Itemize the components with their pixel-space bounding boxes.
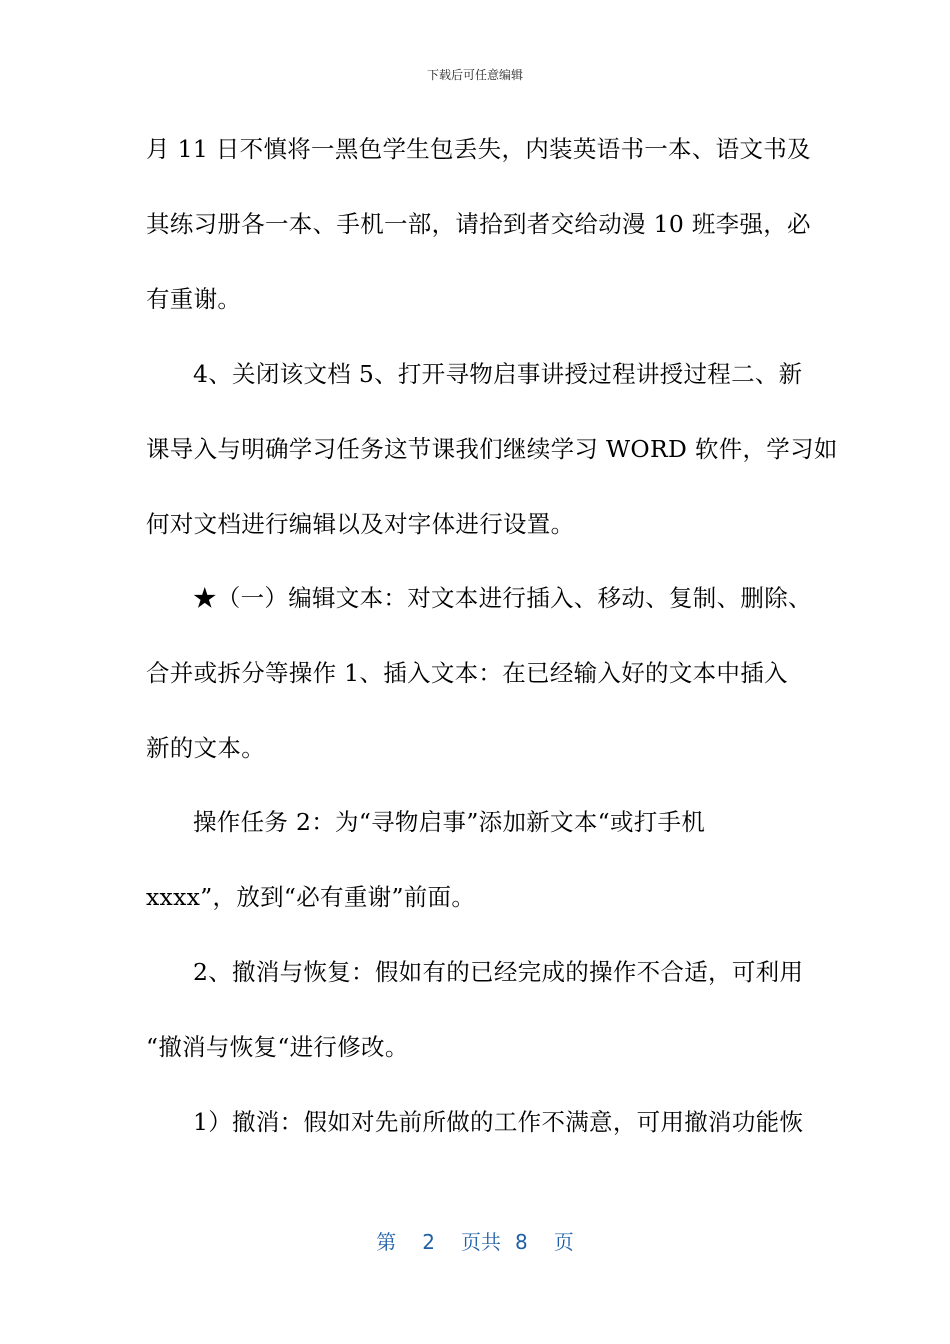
text-line: 其练习册各一本、手机一部，请拾到者交给动漫 10 班李强，必 bbox=[146, 210, 811, 238]
text-line: 课导入与明确学习任务这节课我们继续学习 WORD 软件，学习如 bbox=[146, 435, 838, 463]
text-line: 1）撤消：假如对先前所做的工作不满意，可用撤消功能恢 bbox=[193, 1108, 804, 1136]
text-line: 4、关闭该文档 5、打开寻物启事讲授过程讲授过程二、新 bbox=[193, 360, 803, 388]
current-page-number: 2 bbox=[422, 1230, 435, 1254]
text-line: 操作任务 2：为“寻物启事”添加新文本“或打手机 bbox=[193, 808, 706, 836]
footer-suffix: 页 bbox=[553, 1230, 574, 1254]
text-line: “撤消与恢复“进行修改。 bbox=[146, 1033, 409, 1061]
footer-prefix: 第 bbox=[376, 1230, 397, 1254]
text-line: 何对文档进行编辑以及对字体进行设置。 bbox=[146, 510, 575, 538]
text-line: 月 11 日不慎将一黑色学生包丢失，内装英语书一本、语文书及 bbox=[146, 135, 811, 163]
text-line: 新的文本。 bbox=[146, 734, 265, 762]
text-line: 有重谢。 bbox=[146, 285, 242, 313]
text-line: xxxx”，放到“必有重谢”前面。 bbox=[146, 883, 476, 911]
footer-middle: 页共 bbox=[461, 1230, 501, 1254]
text-line: ★（一）编辑文本：对文本进行插入、移动、复制、删除、 bbox=[193, 584, 812, 612]
page-footer bbox=[0, 1226, 950, 1255]
text-line: 2、撤消与恢复：假如有的已经完成的操作不合适，可利用 bbox=[193, 958, 804, 986]
text-line: 合并或拆分等操作 1、插入文本：在已经输入好的文本中插入 bbox=[146, 659, 788, 687]
page-header: 下载后可任意编辑 bbox=[426, 68, 523, 82]
total-page-count: 8 bbox=[515, 1230, 528, 1254]
